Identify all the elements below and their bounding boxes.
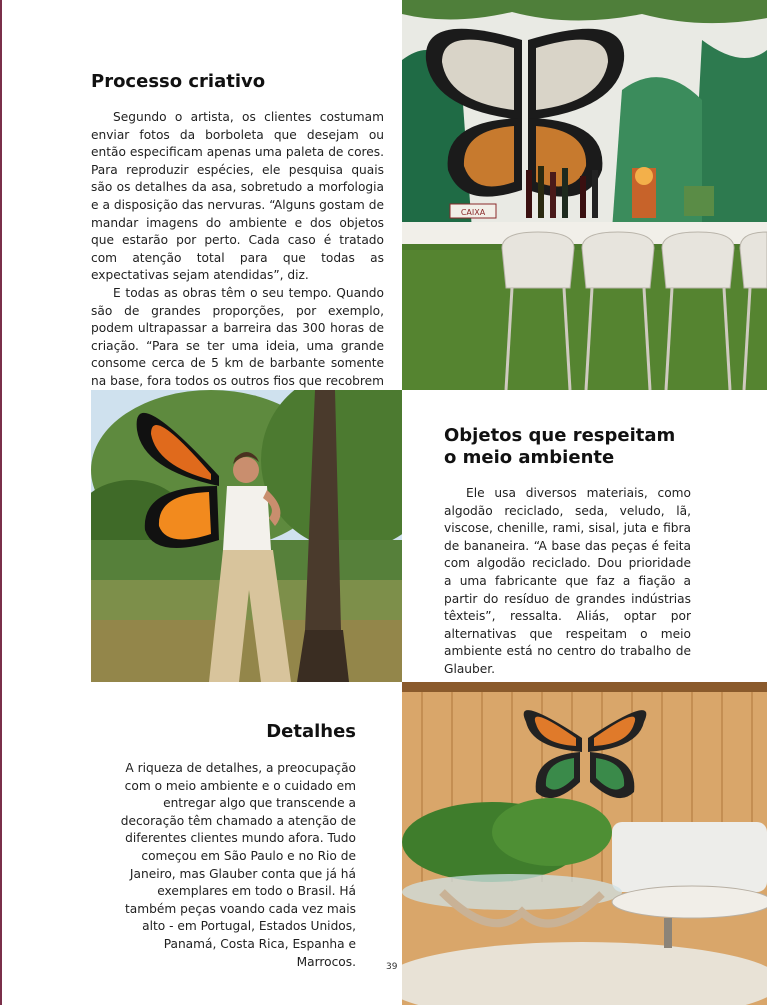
photo-artist-with-butterfly: [91, 390, 402, 682]
photo-bar-butterfly: [402, 0, 767, 390]
heading-detalhes: Detalhes: [266, 721, 356, 742]
page-number: 39: [386, 962, 398, 972]
paragraph-detalhes-1: A riqueza de detalhes, a preocupação com o meio ambiente e o cuidado em entregar algo que transcende a decoração têm chamado a atenção de diferentes clientes mundo afora. Tudo começou em São Paulo e no Rio de Janeiro, mas Glauber conta que já há exemplares em todo o Brasil. Há também peças voando cada vez mais alto - em Portugal, Estados Unidos, Panamá, Costa Rica, Espanha e Marrocos.: [120, 761, 356, 969]
text-processo-criativo: [91, 109, 384, 408]
heading-line-2: o meio ambiente: [444, 447, 615, 468]
heading-line-1: Objetos que respeitam: [444, 425, 676, 446]
bar-sign-text: CAIXA: [460, 208, 486, 217]
text-detalhes: [106, 760, 356, 971]
heading-processo-criativo: Processo criativo: [91, 71, 266, 92]
page-left-rule: [0, 0, 2, 1005]
photo-living-room-butterfly: [402, 682, 767, 1005]
paragraph-processo-2: E todas as obras têm o seu tempo. Quando são de grandes proporções, por exemplo, podem ultrapassar a barreira das 300 horas de criação. “Para se ter uma ideia, uma grande consome cerca de 5 km de barbante somente na base, fora todos os outros fios que recobrem: [91, 285, 384, 388]
paragraph-objetos-1: Ele usa diversos materiais, como algodão reciclado, seda, veludo, lã, viscose, chenille, rami, sisal, juta e fibra de bananeira. “A base das peças é feita com algodão reciclado. Dou prioridade a uma fabricante que faz a fiação a partir do resíduo de grandes indústrias têxteis”, ressalta. Aliás, optar por alternativas que respeitam o meio ambiente está no centro do trabalho de Glauber.: [444, 486, 691, 676]
heading-objetos-meio-ambiente: [444, 425, 744, 469]
text-objetos-meio-ambiente: [444, 485, 691, 679]
paragraph-processo-1: Segundo o artista, os clientes costumam enviar fotos da borboleta que desejam ou então especificam apenas uma paleta de cores. Para reproduzir espécies, ele pesquisa quais são os detalhes da asa, sobretudo a morfologia e a disposição das nervuras. “Alguns gostam de mandar imagens do ambiente e dos objetos que estarão por perto. Cada caso é tratado com atenção total para que todas as expectativas sejam atendidas”, diz.: [91, 110, 384, 283]
